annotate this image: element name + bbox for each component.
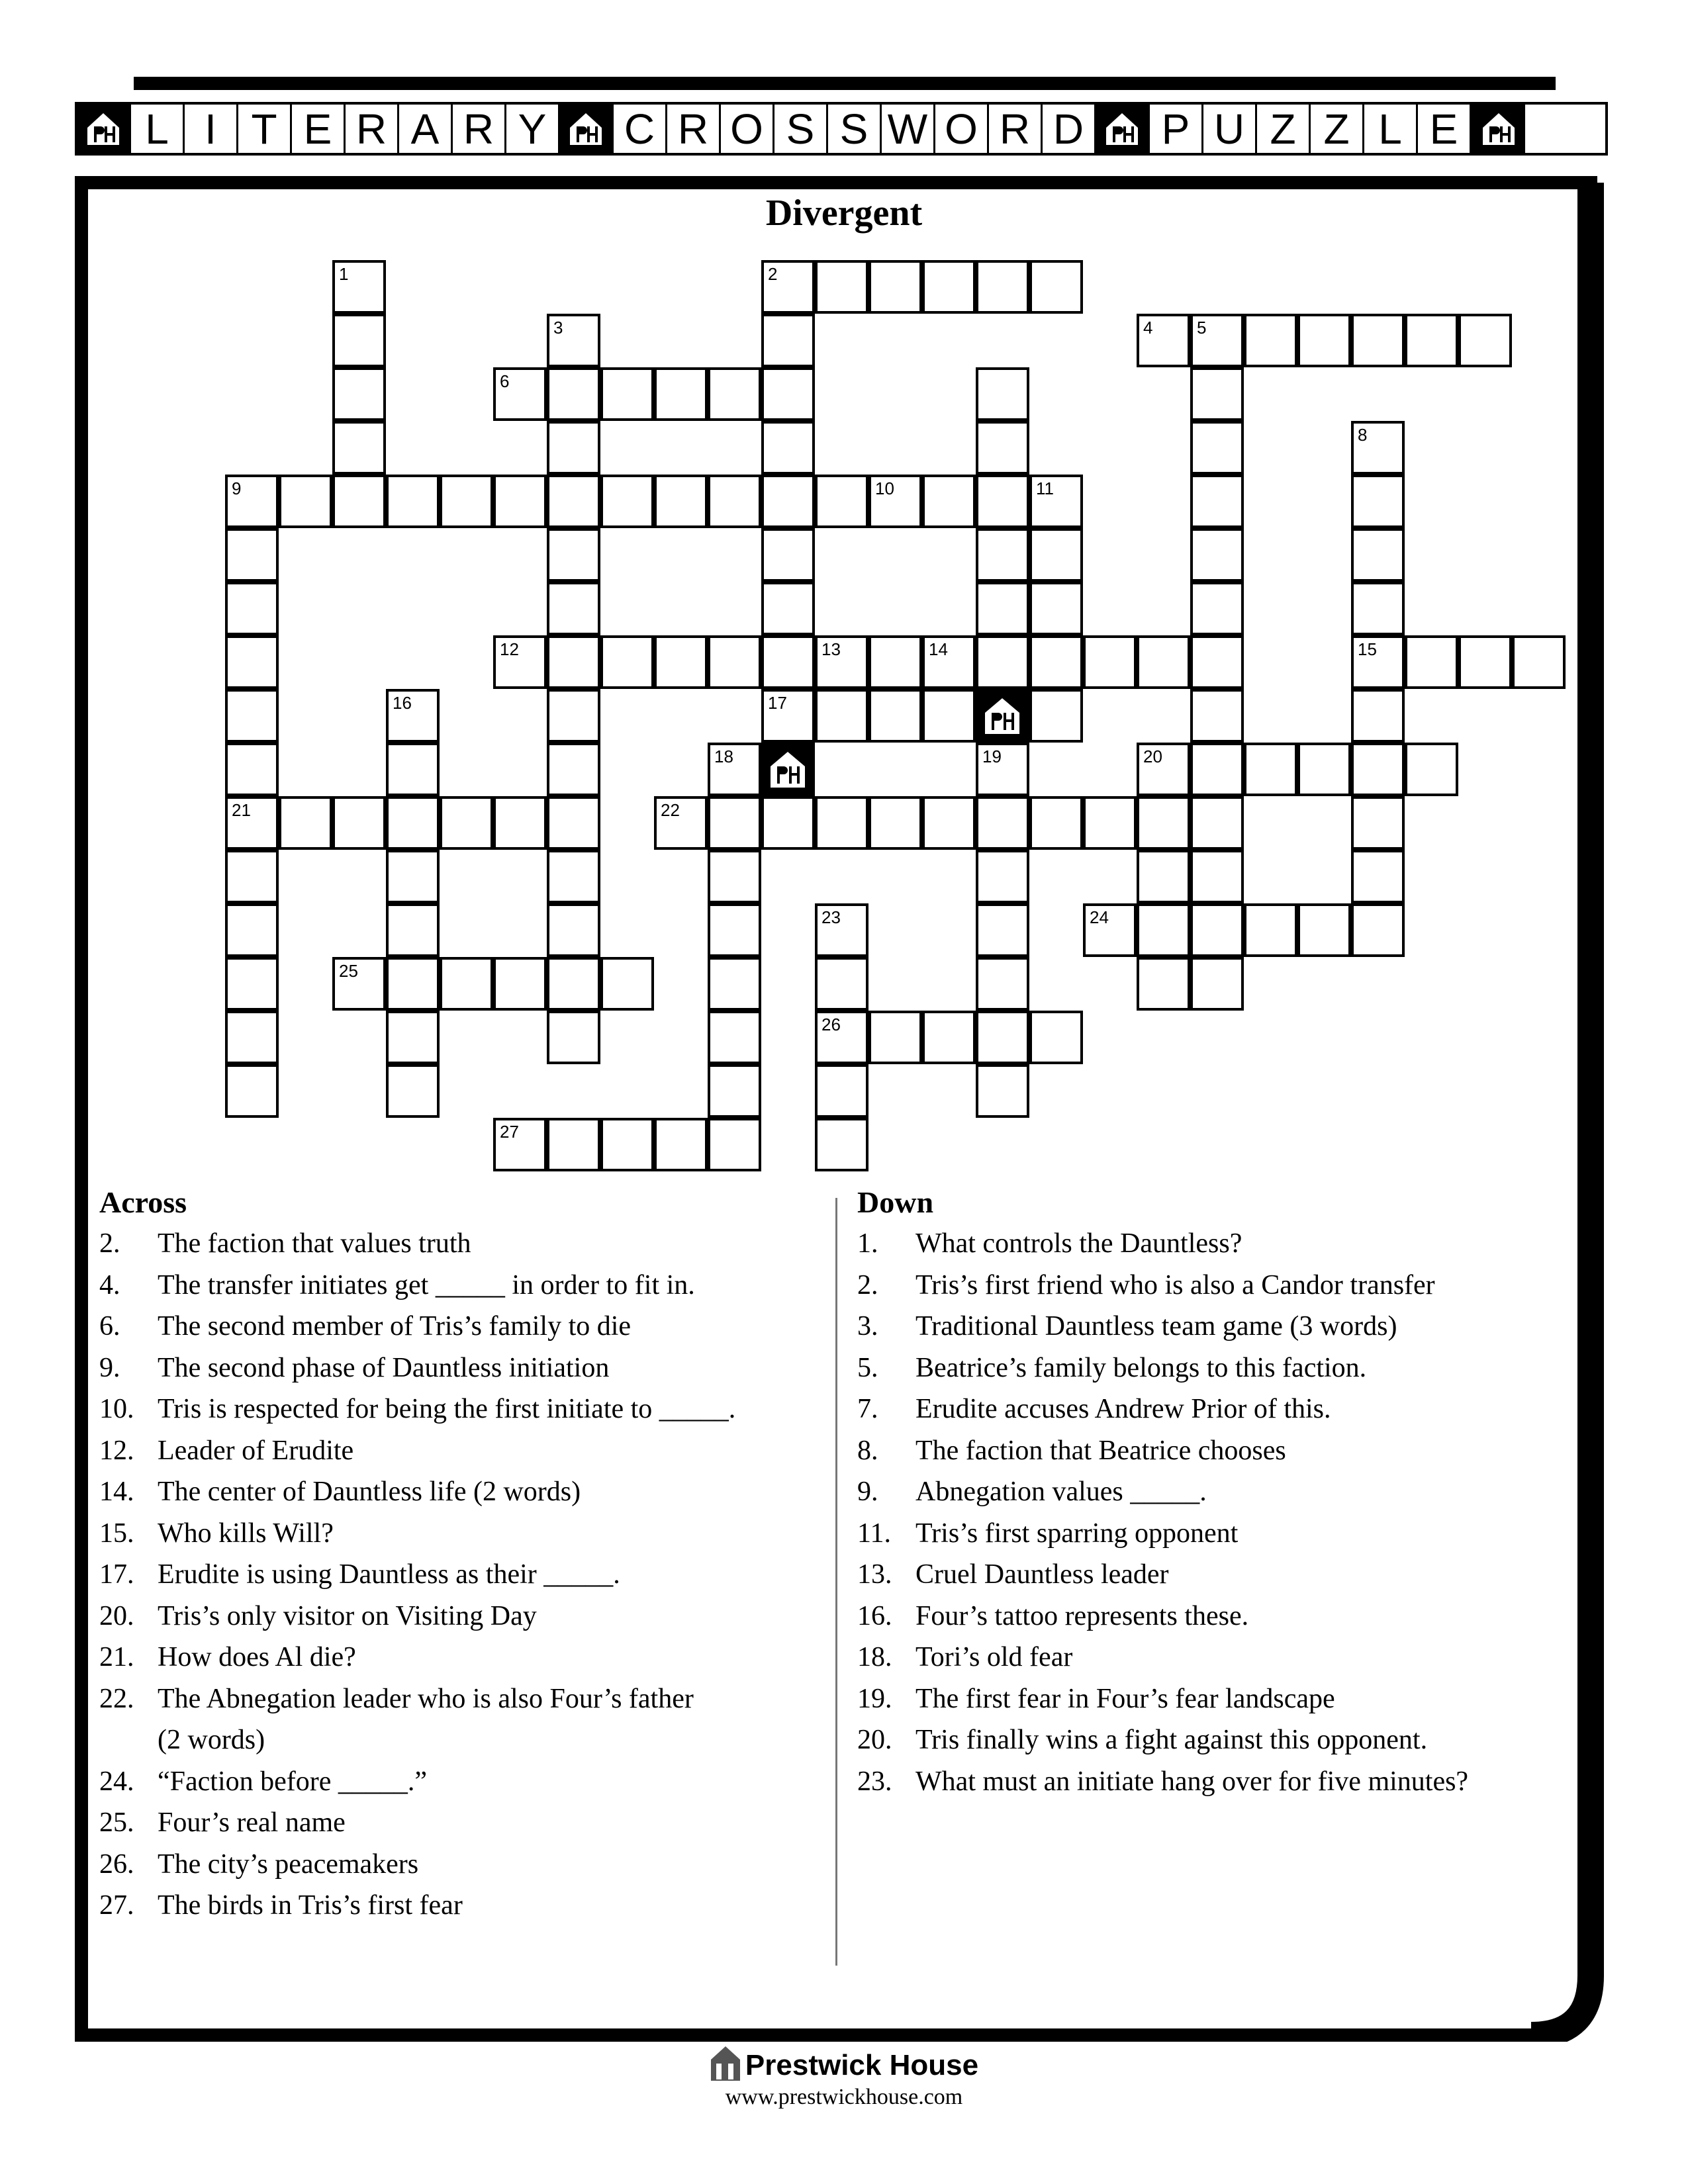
grid-cell[interactable] [761, 689, 815, 743]
grid-cell[interactable] [654, 796, 708, 850]
clue-number: 14. [99, 1477, 134, 1507]
clue-number: 25. [99, 1807, 134, 1838]
clue-number: 9. [857, 1477, 878, 1507]
clue-number: 26. [99, 1848, 134, 1880]
title-letter: I [185, 105, 238, 153]
clue-number: 15. [99, 1518, 134, 1549]
grid-cell[interactable] [1029, 635, 1083, 689]
clue-text: The center of Dauntless life (2 words) [158, 1477, 581, 1507]
grid-cell[interactable] [815, 903, 868, 957]
grid-cell[interactable] [1351, 635, 1405, 689]
title-letter: E [1418, 105, 1472, 153]
grid-cell[interactable] [600, 635, 654, 689]
grid-cell[interactable] [386, 689, 440, 743]
across-heading: Across [99, 1185, 187, 1219]
grid-cell[interactable] [708, 1011, 761, 1064]
grid-cell[interactable] [1029, 475, 1083, 528]
grid-cell[interactable] [1137, 957, 1190, 1011]
grid-cell[interactable] [1351, 796, 1405, 850]
clue-text: Cruel Dauntless leader [915, 1559, 1169, 1590]
cell-number: 18 [714, 747, 733, 766]
clue-number: 16. [857, 1600, 892, 1631]
clue-text: Tris is respected for being the first initiate to _____. [158, 1394, 736, 1424]
title-letter: R [453, 105, 506, 153]
grid-cell[interactable] [922, 635, 976, 689]
grid-cell[interactable] [493, 796, 547, 850]
grid-cell[interactable] [386, 796, 440, 850]
grid-cell[interactable] [225, 1064, 279, 1118]
grid-cell[interactable] [225, 796, 279, 850]
footer-brand-text: Prestwick House [745, 2049, 979, 2082]
title-letter: R [346, 105, 399, 153]
clue-text: “Faction before _____.” [158, 1766, 428, 1797]
clue-text: Traditional Dauntless team game (3 words) [915, 1311, 1397, 1342]
footer-brand [0, 2045, 1688, 2089]
grid-cell[interactable] [708, 475, 761, 528]
grid-cell[interactable] [600, 957, 654, 1011]
grid-cell[interactable] [386, 1011, 440, 1064]
grid-cell[interactable] [547, 1118, 600, 1171]
grid-cell[interactable] [654, 367, 708, 421]
grid-cell[interactable] [976, 582, 1029, 635]
grid-cell[interactable] [976, 421, 1029, 475]
clue-number: 5. [857, 1352, 878, 1383]
grid-cell[interactable] [1190, 582, 1244, 635]
grid-cell[interactable] [547, 421, 600, 475]
title-letter: S [774, 105, 828, 153]
grid-cell[interactable] [708, 635, 761, 689]
grid-cell[interactable] [1083, 796, 1137, 850]
clue-number: 22. [99, 1683, 134, 1714]
title-letter: O [935, 105, 989, 153]
grid-cell[interactable] [976, 957, 1029, 1011]
clue-text: The second phase of Dauntless initiation [158, 1352, 610, 1383]
grid-cell[interactable] [1244, 314, 1297, 367]
grid-cell[interactable] [708, 743, 761, 796]
grid-cell[interactable] [1351, 903, 1405, 957]
grid-cell[interactable] [547, 475, 600, 528]
grid-cell[interactable] [225, 957, 279, 1011]
grid-cell[interactable] [815, 260, 868, 314]
grid-cell[interactable] [1405, 743, 1458, 796]
title-letter: A [399, 105, 453, 153]
grid-cell[interactable] [332, 314, 386, 367]
grid-cell[interactable] [708, 957, 761, 1011]
grid-cell[interactable] [225, 850, 279, 903]
grid-cell[interactable] [1297, 903, 1351, 957]
clue-number: 17. [99, 1559, 134, 1590]
title-letter: R [667, 105, 721, 153]
clue-text: Four’s real name [158, 1807, 346, 1838]
clue-number: 24. [99, 1766, 134, 1797]
grid-cell[interactable] [1458, 635, 1512, 689]
grid-cell[interactable] [1351, 743, 1405, 796]
grid-cell[interactable] [225, 582, 279, 635]
cell-number: 17 [768, 693, 787, 713]
clue-number: 19. [857, 1683, 892, 1714]
grid-cell[interactable] [708, 796, 761, 850]
grid-cell[interactable] [708, 367, 761, 421]
grid-cell[interactable] [1083, 903, 1137, 957]
clue-number: 13. [857, 1559, 892, 1590]
grid-cell[interactable] [1190, 528, 1244, 582]
grid-cell[interactable] [761, 528, 815, 582]
clue-text: The birds in Tris’s first fear [158, 1890, 463, 1921]
clue-text: Four’s tattoo represents these. [915, 1600, 1249, 1631]
grid-cell[interactable] [815, 475, 868, 528]
grid-cell[interactable] [600, 475, 654, 528]
grid-cell[interactable] [1137, 635, 1190, 689]
grid-cell[interactable] [279, 796, 332, 850]
grid-cell[interactable] [976, 475, 1029, 528]
grid-cell[interactable] [922, 1011, 976, 1064]
clue-text: Tris’s only visitor on Visiting Day [158, 1600, 537, 1631]
grid-cell[interactable] [1405, 635, 1458, 689]
cell-number: 12 [500, 639, 519, 659]
clue-number: 7. [857, 1394, 878, 1424]
title-letter: C [614, 105, 667, 153]
puzzle-title: Divergent [765, 193, 923, 234]
cell-number: 10 [875, 478, 894, 498]
grid-cell[interactable] [493, 475, 547, 528]
grid-cell[interactable] [815, 635, 868, 689]
grid-cell[interactable] [868, 635, 922, 689]
grid-cell[interactable] [976, 743, 1029, 796]
clue-text: The second member of Tris’s family to die [158, 1311, 632, 1342]
grid-cell[interactable] [922, 796, 976, 850]
grid-cell[interactable] [1351, 850, 1405, 903]
cell-number: 27 [500, 1122, 519, 1142]
cell-number: 24 [1090, 907, 1109, 927]
grid-cell[interactable] [868, 1011, 922, 1064]
grid-cell[interactable] [440, 796, 493, 850]
grid-cell[interactable] [708, 903, 761, 957]
grid-cell[interactable] [225, 743, 279, 796]
grid-cell[interactable] [547, 796, 600, 850]
grid-cell[interactable] [1190, 850, 1244, 903]
grid-cell[interactable] [1351, 689, 1405, 743]
grid-cell[interactable] [1137, 903, 1190, 957]
grid-cell[interactable] [332, 260, 386, 314]
grid-cell[interactable] [279, 475, 332, 528]
grid-cell[interactable] [1512, 635, 1566, 689]
footer-url: www.prestwickhouse.com [725, 2085, 963, 2109]
clue-text: The faction that values truth [158, 1228, 471, 1259]
grid-cell[interactable] [708, 1064, 761, 1118]
cell-number: 20 [1143, 747, 1162, 766]
cell-number: 15 [1358, 639, 1377, 659]
grid-cell[interactable] [976, 903, 1029, 957]
grid-cell[interactable] [815, 957, 868, 1011]
grid-cell[interactable] [868, 475, 922, 528]
title-letter: W [882, 105, 935, 153]
grid-cell[interactable] [1137, 314, 1190, 367]
clue-text: Tris finally wins a fight against this opponent. [915, 1725, 1428, 1755]
grid-cell[interactable] [1029, 796, 1083, 850]
grid-cell[interactable] [815, 689, 868, 743]
grid-cell[interactable] [654, 1118, 708, 1171]
cell-number: 9 [232, 478, 242, 498]
clue-number: 23. [857, 1766, 892, 1797]
clue-number: 9. [99, 1352, 120, 1383]
grid-cell[interactable] [761, 367, 815, 421]
cell-number: 26 [821, 1015, 841, 1034]
clue-text: Leader of Erudite [158, 1435, 354, 1466]
grid-cell[interactable] [976, 367, 1029, 421]
grid-cell[interactable] [547, 743, 600, 796]
grid-cell[interactable] [976, 1064, 1029, 1118]
title-letter: S [828, 105, 882, 153]
grid-cell[interactable] [815, 796, 868, 850]
clue-text: Tris’s first sparring opponent [915, 1518, 1239, 1549]
grid-cell[interactable] [1029, 689, 1083, 743]
clue-number: 11. [857, 1518, 891, 1549]
grid-cell[interactable] [868, 796, 922, 850]
grid-cell[interactable] [922, 689, 976, 743]
grid-cell[interactable] [493, 635, 547, 689]
grid-cell[interactable] [1190, 689, 1244, 743]
grid-cell[interactable] [1137, 743, 1190, 796]
grid-cell[interactable] [976, 1011, 1029, 1064]
grid-cell[interactable] [868, 260, 922, 314]
cell-number: 14 [929, 639, 948, 659]
grid-cell[interactable] [761, 314, 815, 367]
grid-cell[interactable] [332, 796, 386, 850]
grid-cell[interactable] [1083, 635, 1137, 689]
cell-number: 13 [821, 639, 841, 659]
cell-number: 25 [339, 961, 358, 981]
clue-number: 20. [857, 1725, 892, 1755]
clue-text: (2 words) [158, 1725, 265, 1755]
cell-number: 22 [661, 800, 680, 820]
grid-cell[interactable] [386, 743, 440, 796]
grid-cell[interactable] [1190, 796, 1244, 850]
grid-cell[interactable] [1029, 260, 1083, 314]
cell-number: 21 [232, 800, 251, 820]
cell-number: 5 [1197, 318, 1207, 338]
title-letter: R [989, 105, 1043, 153]
grid-cell[interactable] [1297, 743, 1351, 796]
grid-cell[interactable] [600, 367, 654, 421]
ph-logo-icon [976, 689, 1029, 743]
cell-number: 2 [768, 264, 778, 284]
cell-number: 23 [821, 907, 841, 927]
clue-text: Beatrice’s family belongs to this faction. [915, 1352, 1367, 1383]
grid-cell[interactable] [761, 635, 815, 689]
grid-cell[interactable] [1351, 421, 1405, 475]
title-letter: E [292, 105, 346, 153]
grid-cell[interactable] [547, 850, 600, 903]
grid-cell[interactable] [1029, 1011, 1083, 1064]
grid-cell[interactable] [1137, 796, 1190, 850]
grid-cell[interactable] [868, 689, 922, 743]
grid-cell[interactable] [547, 367, 600, 421]
clue-text: Tris’s first friend who is also a Candor transfer [915, 1269, 1435, 1300]
grid-cell[interactable] [547, 1011, 600, 1064]
grid-cell[interactable] [386, 957, 440, 1011]
title-letter: Y [506, 105, 560, 153]
title-letter: L [131, 105, 185, 153]
grid-cell[interactable] [440, 475, 493, 528]
clue-text: Erudite accuses Andrew Prior of this. [915, 1394, 1331, 1424]
clue-text: How does Al die? [158, 1642, 356, 1672]
title-letter: T [238, 105, 292, 153]
grid-cell[interactable] [708, 1118, 761, 1171]
grid-cell[interactable] [1190, 635, 1244, 689]
clue-text: What must an initiate hang over for five minutes? [915, 1766, 1469, 1797]
grid-cell[interactable] [1351, 528, 1405, 582]
grid-cell[interactable] [1244, 903, 1297, 957]
grid-cell[interactable] [976, 850, 1029, 903]
grid-cell[interactable] [386, 850, 440, 903]
grid-cell[interactable] [1244, 743, 1297, 796]
grid-cell[interactable] [225, 475, 279, 528]
clue-text: Tori’s old fear [915, 1642, 1073, 1672]
grid-cell[interactable] [976, 260, 1029, 314]
grid-cell[interactable] [547, 903, 600, 957]
grid-cell[interactable] [1029, 582, 1083, 635]
title-letter: D [1043, 105, 1096, 153]
grid-cell[interactable] [547, 635, 600, 689]
clue-text: Erudite is using Dauntless as their _____. [158, 1559, 620, 1590]
clue-number: 8. [857, 1435, 878, 1466]
clue-text: What controls the Dauntless? [915, 1228, 1243, 1259]
grid-cell[interactable] [547, 689, 600, 743]
cell-number: 1 [339, 264, 349, 284]
grid-cell[interactable] [1297, 314, 1351, 367]
down-heading: Down [857, 1185, 934, 1219]
column-divider [835, 1198, 837, 1966]
grid-cell[interactable] [761, 260, 815, 314]
grid-cell[interactable] [1190, 314, 1244, 367]
grid-cell[interactable] [547, 528, 600, 582]
clue-text: The transfer initiates get _____ in order to fit in. [158, 1269, 695, 1300]
grid-cell[interactable] [493, 1118, 547, 1171]
grid-cell[interactable] [1190, 367, 1244, 421]
grid-cell[interactable] [761, 796, 815, 850]
grid-cell[interactable] [1190, 957, 1244, 1011]
grid-cell[interactable] [761, 582, 815, 635]
clue-text: Who kills Will? [158, 1518, 334, 1549]
grid-cell[interactable] [976, 796, 1029, 850]
grid-cell[interactable] [386, 1064, 440, 1118]
grid-cell[interactable] [1137, 850, 1190, 903]
grid-cell[interactable] [815, 1118, 868, 1171]
grid-cell[interactable] [547, 957, 600, 1011]
clue-number: 6. [99, 1311, 120, 1342]
grid-cell[interactable] [547, 582, 600, 635]
grid-cell[interactable] [386, 903, 440, 957]
grid-cell[interactable] [922, 260, 976, 314]
cell-number: 19 [982, 747, 1002, 766]
grid-cell[interactable] [332, 475, 386, 528]
grid-cell[interactable] [1458, 314, 1512, 367]
grid-cell[interactable] [225, 528, 279, 582]
grid-cell[interactable] [1351, 582, 1405, 635]
grid-cell[interactable] [654, 635, 708, 689]
grid-cell[interactable] [440, 957, 493, 1011]
title-letter: U [1203, 105, 1257, 153]
grid-cell[interactable] [493, 957, 547, 1011]
clue-number: 2. [857, 1269, 878, 1300]
grid-cell[interactable] [332, 421, 386, 475]
title-letter: Z [1311, 105, 1364, 153]
cell-number: 4 [1143, 318, 1153, 338]
clue-text: Abnegation values _____. [915, 1477, 1207, 1507]
grid-cell[interactable] [1351, 475, 1405, 528]
grid-cell[interactable] [1029, 528, 1083, 582]
cell-number: 3 [553, 318, 563, 338]
clue-number: 21. [99, 1642, 134, 1672]
grid-cell[interactable] [976, 528, 1029, 582]
clue-number: 18. [857, 1642, 892, 1672]
clue-number: 1. [857, 1228, 878, 1259]
grid-cell[interactable] [225, 903, 279, 957]
clue-text: The city’s peacemakers [158, 1848, 419, 1880]
clue-number: 12. [99, 1435, 134, 1466]
grid-cell[interactable] [1190, 903, 1244, 957]
grid-cell[interactable] [1190, 743, 1244, 796]
grid-cell[interactable] [493, 367, 547, 421]
title-letter: Z [1257, 105, 1311, 153]
grid-cell[interactable] [332, 367, 386, 421]
ph-logo-icon [761, 743, 815, 796]
grid-cell[interactable] [708, 850, 761, 903]
grid-cell[interactable] [761, 475, 815, 528]
clue-text: The Abnegation leader who is also Four’s father [158, 1683, 694, 1714]
grid-cell[interactable] [225, 689, 279, 743]
grid-cell[interactable] [654, 475, 708, 528]
clue-number: 10. [99, 1394, 134, 1424]
grid-cell[interactable] [922, 475, 976, 528]
cell-number: 16 [393, 693, 412, 713]
grid-cell[interactable] [547, 314, 600, 367]
grid-cell[interactable] [225, 1011, 279, 1064]
cell-number: 8 [1358, 425, 1368, 445]
title-letter: P [1150, 105, 1203, 153]
grid-cell[interactable] [815, 1064, 868, 1118]
grid-cell[interactable] [976, 635, 1029, 689]
grid-cell[interactable] [1351, 314, 1405, 367]
clue-number: 27. [99, 1890, 134, 1921]
clue-text: The first fear in Four’s fear landscape [915, 1683, 1335, 1714]
clue-number: 3. [857, 1311, 878, 1342]
grid-cell[interactable] [225, 635, 279, 689]
title-letter: O [721, 105, 774, 153]
grid-cell[interactable] [1405, 314, 1458, 367]
cell-number: 6 [500, 371, 510, 391]
grid-cell[interactable] [332, 957, 386, 1011]
clue-number: 4. [99, 1269, 120, 1300]
grid-cell[interactable] [1190, 475, 1244, 528]
grid-cell[interactable] [600, 1118, 654, 1171]
grid-cell[interactable] [761, 421, 815, 475]
prestwick-logo-icon [710, 2045, 741, 2089]
cell-number: 11 [1036, 478, 1054, 498]
clue-number: 20. [99, 1600, 134, 1631]
clue-text: The faction that Beatrice chooses [915, 1435, 1286, 1466]
grid-cell[interactable] [386, 475, 440, 528]
grid-cell[interactable] [815, 1011, 868, 1064]
title-letter: L [1364, 105, 1418, 153]
clue-number: 2. [99, 1228, 120, 1259]
grid-cell[interactable] [1190, 421, 1244, 475]
